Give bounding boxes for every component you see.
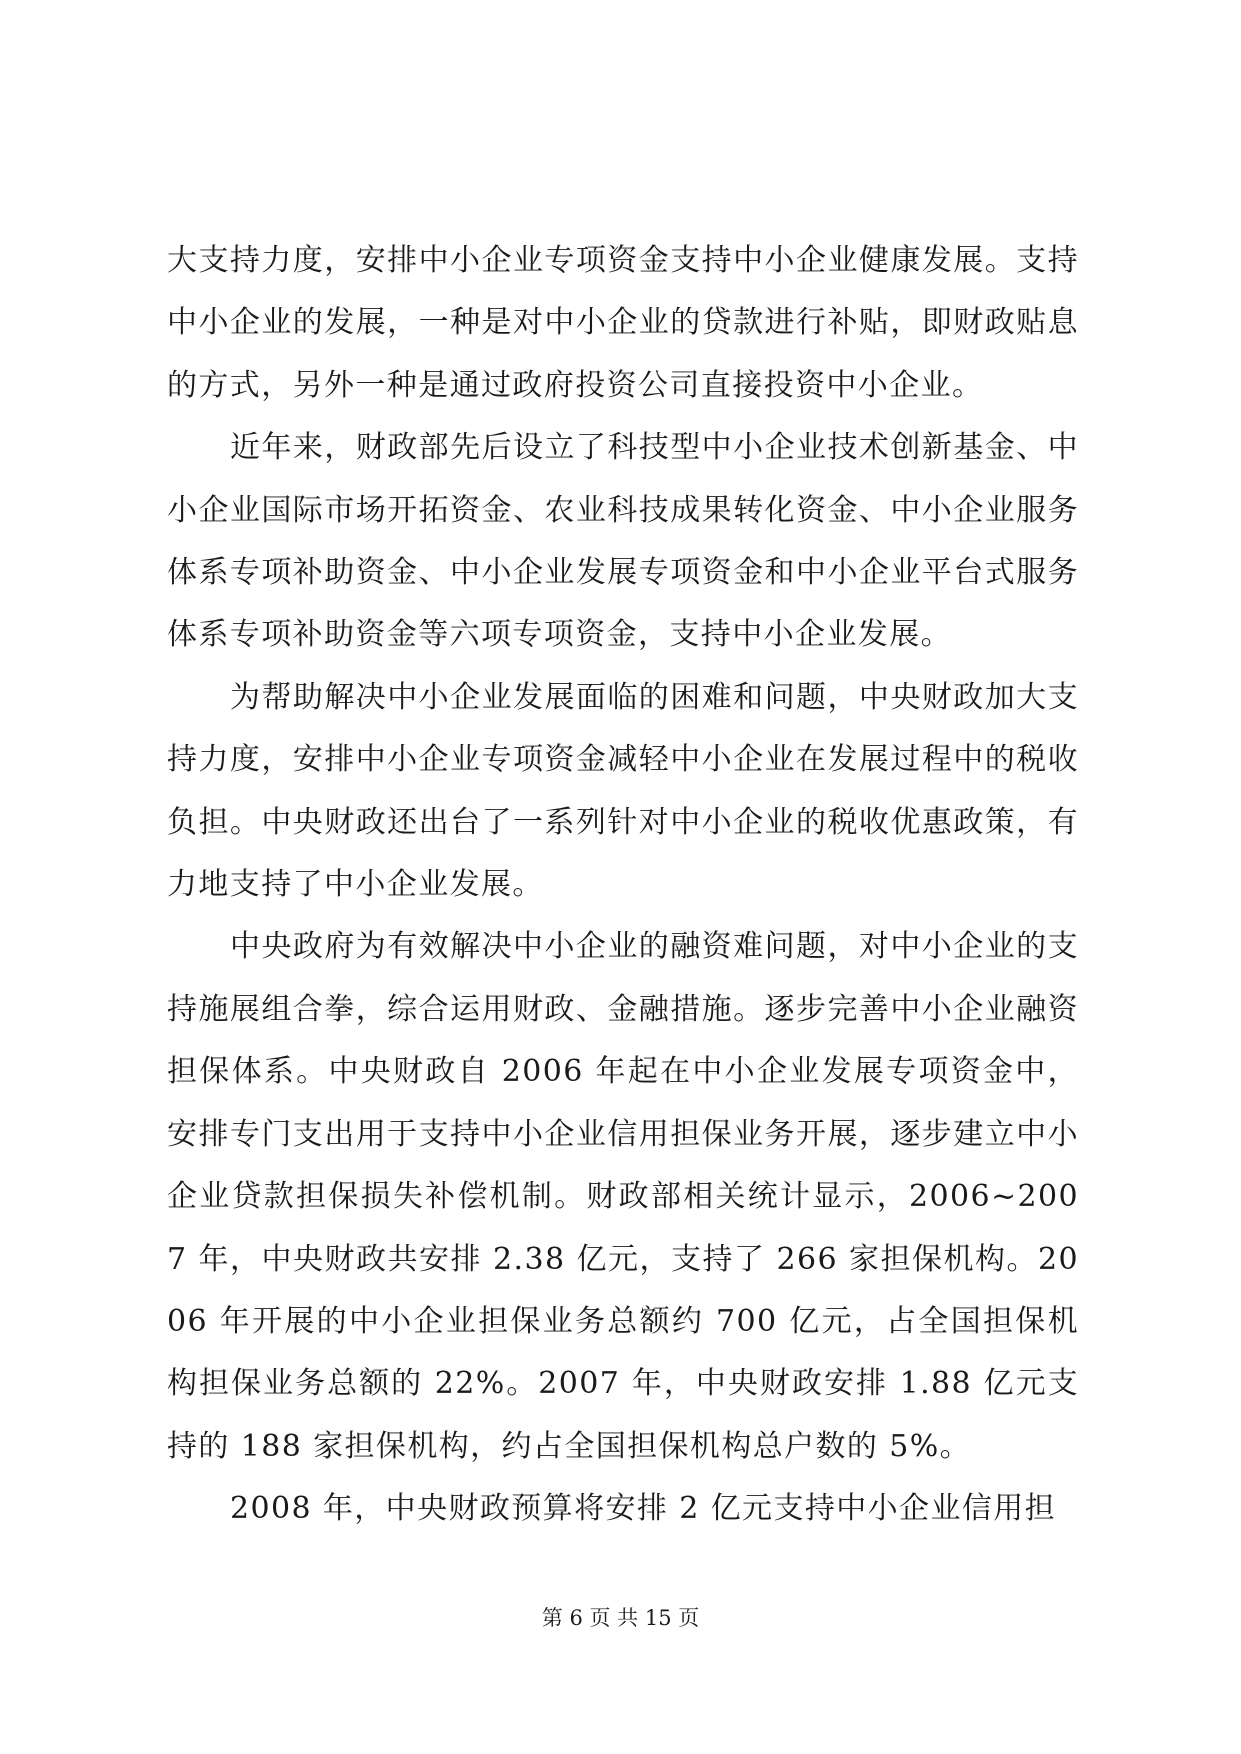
paragraph-2: 近年来，财政部先后设立了科技型中小企业技术创新基金、中小企业国际市场开拓资金、农业科技成果转化资金、中小企业服务体系专项补助资金、中小企业发展专项资金和中小企业平台式服务体系专项补助资金等六项专项资金，支持中小企业发展。	[167, 430, 1079, 653]
page-footer: 第 6 页 共 15 页	[541, 1606, 700, 1630]
body-text	[167, 230, 1079, 1541]
paragraph-3: 为帮助解决中小企业发展面临的困难和问题，中央财政加大支持力度，安排中小企业专项资金减轻中小企业在发展过程中的税收负担。中央财政还出台了一系列针对中小企业的税收优惠政策，有力地支持了中小企业发展。	[167, 679, 1079, 903]
paragraph-5: 2008 年，中央财政预算将安排 2 亿元支持中小企业信用担	[230, 1491, 1057, 1527]
paragraph-1: 大支持力度，安排中小企业专项资金支持中小企业健康发展。支持中小企业的发展，一种是对中小企业的贷款进行补贴，即财政贴息的方式，另外一种是通过政府投资公司直接投资中小企业。	[167, 243, 1079, 403]
paragraph-4: 中央政府为有效解决中小企业的融资难问题，对中小企业的支持施展组合拳，综合运用财政、金融措施。逐步完善中小企业融资担保体系。中央财政自 2006 年起在中小企业发展专项资金中，安排专门支出用于支持中小企业信用担保业务开展，逐步建立中小企业贷款担保损失补偿机制。财政部相关统计显示，2006~2007 年，中央财政共安排 2.38 亿元，支持了 266 家担保机构。2006 年开展的中小企业担保业务总额约 700 亿元，占全国担保机构担保业务总额的 22%。2007 年，中央财政安排 1.88 亿元支持的 188 家担保机构，约占全国担保机构总户数的 5%。	[167, 929, 1079, 1464]
